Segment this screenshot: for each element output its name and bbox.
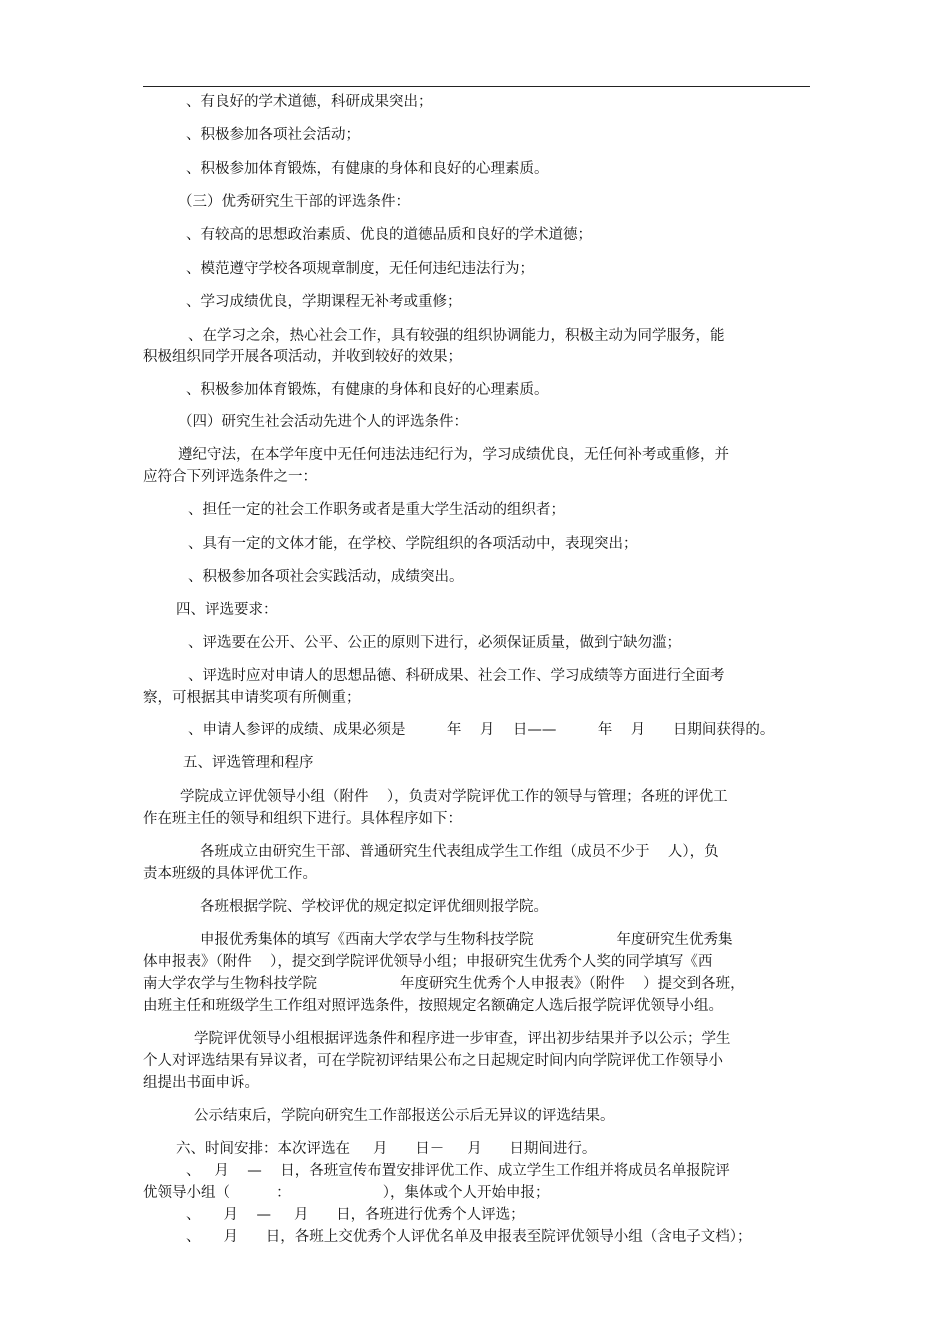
text-line: 、 月 — 日，各班宣传布置安排评优工作、成立学生工作组并将成员名单报院评 [186,1163,730,1179]
text-line: 、申请人参评的成绩、成果必须是 年 月 日—— 年 月 日期间获得的。 [188,722,775,738]
text-line: 学院成立评优领导小组（附件 ），负责对学院评优工作的领导与管理；各班的评优工 [180,789,728,805]
section-heading: 四、评选要求： [176,602,278,618]
text-line: 察，可根据其申请奖项有所侧重； [143,690,361,706]
text-line: 、在学习之余，热心社会工作，具有较强的组织协调能力，积极主动为同学服务，能 [188,328,725,344]
text-line: 、具有一定的文体才能，在学校、学院组织的各项活动中，表现突出； [188,536,638,552]
text-line: 学院评优领导小组根据评选条件和程序进一步审查，评出初步结果并予以公示；学生 [194,1031,731,1047]
text-line: 体申报表》（附件 ），提交到学院评优领导小组；申报研究生优秀个人奖的同学填写《西 [143,954,713,970]
text-line: 申报优秀集体的填写《西南大学农学与生物科技学院 年度研究生优秀集 [200,932,733,948]
section-heading: （四）研究生社会活动先进个人的评选条件： [178,414,468,430]
header-rule [143,86,810,87]
text-line: 、学习成绩优良，学期课程无补考或重修； [186,294,462,310]
text-line: 组提出书面申诉。 [143,1075,259,1091]
section-heading: （三）优秀研究生干部的评选条件： [178,194,410,210]
text-line: 、积极参加体育锻炼，有健康的身体和良好的心理素质。 [186,382,549,398]
text-line: 南大学农学与生物科技学院 年度研究生优秀个人申报表》（附件 ）提交到各班， [143,976,745,992]
text-line: 、模范遵守学校各项规章制度，无任何违纪违法行为； [186,261,534,277]
text-line: 、评选要在公开、公平、公正的原则下进行，必须保证质量，做到宁缺勿滥； [188,635,681,651]
text-line: 各班根据学院、学校评优的规定拟定评优细则报学院。 [200,899,548,915]
text-line: 、积极参加各项社会活动； [186,127,360,143]
text-line: 应符合下列评选条件之一： [143,469,317,485]
text-line: 优领导小组（ ： ），集体或个人开始申报； [143,1185,550,1201]
text-line: 作在班主任的领导和组织下进行。具体程序如下： [143,811,462,827]
text-line: 责本班级的具体评优工作。 [143,866,317,882]
text-line: 遵纪守法，在本学年度中无任何违法违纪行为，学习成绩优良，无任何补考或重修，并 [178,447,729,463]
section-heading: 六、时间安排：本次评选在 月 日－ 月 日期间进行。 [176,1141,597,1157]
text-line: 公示结束后，学院向研究生工作部报送公示后无异议的评选结果。 [194,1108,615,1124]
text-line: 个人对评选结果有异议者，可在学院初评结果公布之日起规定时间内向学院评优工作领导小 [143,1053,723,1069]
text-line: 、积极参加体育锻炼，有健康的身体和良好的心理素质。 [186,161,549,177]
text-line: 、 月 — 月 日，各班进行优秀个人评选； [186,1207,525,1223]
text-line: 、有良好的学术道德，科研成果突出； [186,94,433,110]
section-heading: 五、评选管理和程序 [183,755,314,771]
text-line: 、 月 日，各班上交优秀个人评优名单及申报表至院评优领导小组（含电子文档）； [186,1229,752,1245]
text-line: 积极组织同学开展各项活动，并收到较好的效果； [143,349,462,365]
text-line: 、有较高的思想政治素质、优良的道德品质和良好的学术道德； [186,227,592,243]
text-line: 由班主任和班级学生工作组对照评选条件，按照规定名额确定人选后报学院评优领导小组。 [143,998,723,1014]
text-line: 、积极参加各项社会实践活动，成绩突出。 [188,569,464,585]
text-line: 、评选时应对申请人的思想品德、科研成果、社会工作、学习成绩等方面进行全面考 [188,668,725,684]
text-line: 、担任一定的社会工作职务或者是重大学生活动的组织者； [188,502,565,518]
text-line: 各班成立由研究生干部、普通研究生代表组成学生工作组（成员不少于 人），负 [200,844,719,860]
